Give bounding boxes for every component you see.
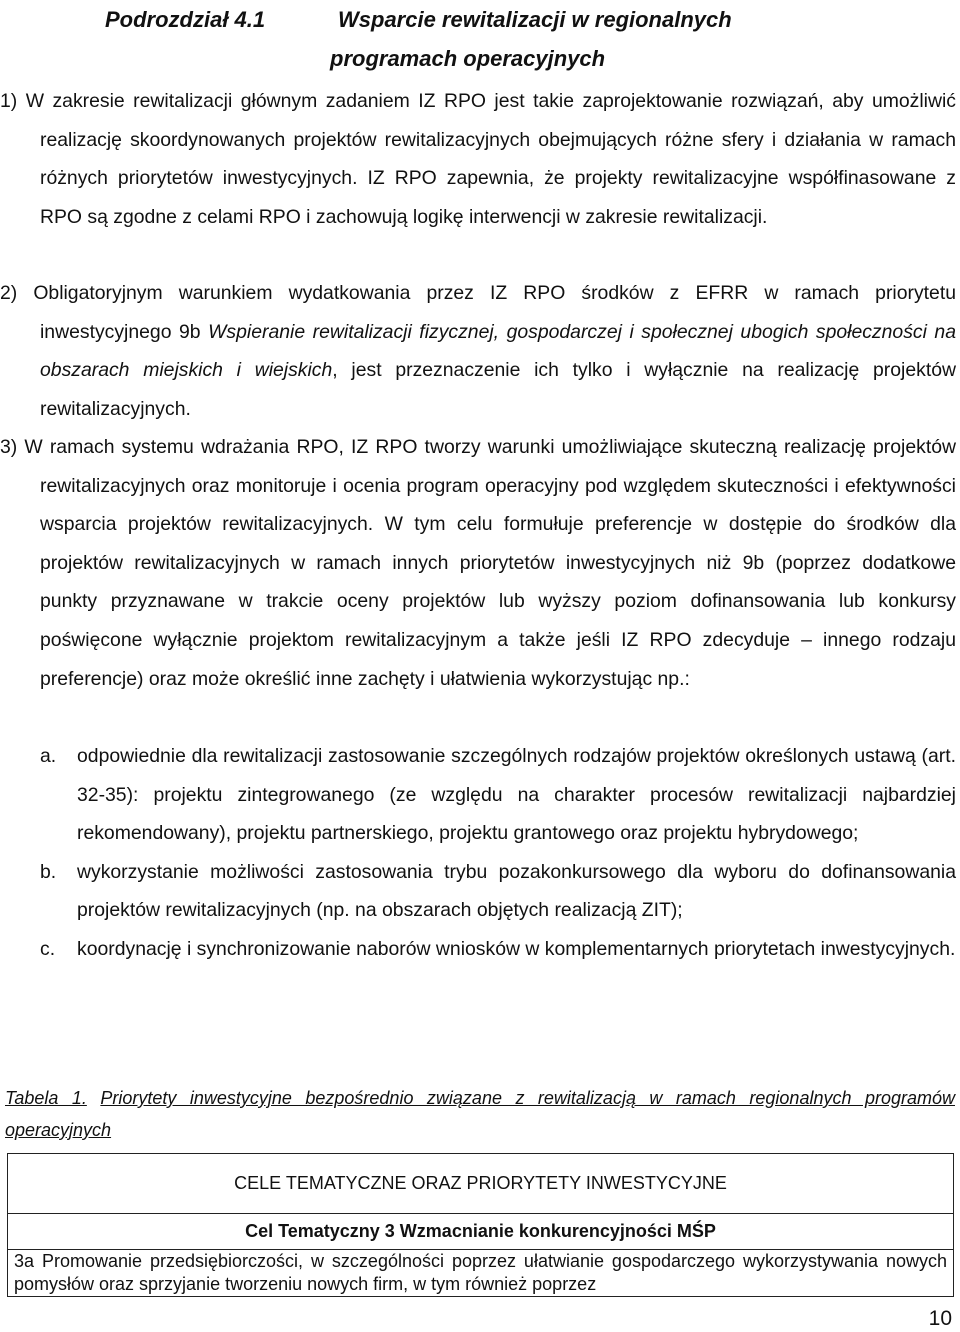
paragraph-1: 1) W zakresie rewitalizacji głównym zadaniem IZ RPO jest takie zaprojektowanie rozwiązań, aby umożliwić realizację skoordynowanych projektów rewitalizacyjnych obejmujących różne sfery i działania w ramach różnych priorytetów inwestycyjnych. IZ RPO zapewnia, że projekty rewitalizacyjne współfinasowane z RPO są zgodne z celami RPO i zachowują logikę interwencji w zakresie rewitalizacji. (0, 90, 956, 228)
table-caption (5, 1082, 955, 1146)
list-item-text: odpowiednie dla rewitalizacji zastosowanie szczególnych rodzajów projektów określonych ustawą (art. 32-35): projektu zintegrowanego (ze względu na charakter procesów rewitalizacji najbardziej rekomendowany), projektu partnerskiego, projektu grantowego oraz projektu hybrydowego; (77, 745, 956, 845)
table-row: 3a Promowanie przedsiębiorczości, w szczególności poprzez ułatwianie gospodarczego wykorzystywania nowych pomysłów oraz sprzyjanie tworzeniu nowych firm, w tym również poprzez (14, 1251, 947, 1294)
incentives-list (40, 737, 956, 969)
section-title-line-2: programach operacyjnych (330, 46, 606, 71)
section-title-line-1: Wsparcie rewitalizacji w regionalnych (338, 7, 732, 32)
list-marker: b. (40, 860, 57, 883)
table-goal-cell: Cel Tematyczny 3 Wzmacnianie konkurencyjności MŚP (8, 1214, 953, 1250)
priorities-table (7, 1153, 954, 1297)
list-marker: c. (40, 937, 56, 960)
table-caption-label: Tabela 1. (5, 1088, 87, 1108)
list-item-text: koordynację i synchronizowanie naborów wniosków w komplementarnych priorytetach inwestycyjnych. (77, 937, 956, 960)
list-marker: a. (40, 745, 57, 767)
priority-9b-title: Wspieranie rewitalizacji fizycznej, gospodarczej i społecznej ubogich społeczności na obszarach miejskich i wiejskich (40, 320, 956, 382)
paragraph-2-text-start: 2) Obligatoryjnym warunkiem wydatkowania przez IZ RPO środków z EFRR w ramach priorytetu inwestycyjnego 9b (0, 282, 956, 343)
page-number: 10 (928, 1307, 952, 1330)
list-item (40, 930, 956, 969)
paragraph-2-text-end: , jest przeznaczenie ich tylko i wyłącznie na realizację projektów rewitalizacyjnych. (40, 359, 956, 420)
table-caption-text: Priorytety inwestycyjne bezpośrednio związane z rewitalizacją w ramach regionalnych programów operacyjnych (5, 1088, 955, 1140)
list-item-text: wykorzystanie możliwości zastosowania trybu pozakonkursowego dla wyboru do dofinansowania projektów rewitalizacyjnych (np. na obszarach objętych realizacją ZIT); (77, 860, 956, 922)
paragraph-3: 3) W ramach systemu wdrażania RPO, IZ RPO tworzy warunki umożliwiające skuteczną realizację projektów rewitalizacyjnych oraz monitoruje i ocenia program operacyjny pod względem skuteczności i efektywności wsparcia projektów rewitalizacyjnych. W tym celu formułuje preferencje w dostępie do środków dla projektów rewitalizacyjnych w ramach innych priorytetów inwestycyjnych niż 9b (poprzez dodatkowe punkty przyznawane w trakcie oceny projektów lub wyższy poziom dofinansowania lub konkursy poświęcone wyłącznie projektom rewitalizacyjnym a także jeśli IZ RPO zdecyduje – innego rodzaju preferencje) oraz może określić inne zachęty i ułatwienia wykorzystując np.: (0, 436, 956, 690)
paragraph-2 (0, 274, 956, 428)
section-number: Podrozdział 4.1 (105, 7, 266, 32)
table-header-cell: CELE TEMATYCZNE ORAZ PRIORYTETY INWESTYCYJNE (8, 1154, 953, 1214)
list-item (40, 737, 956, 853)
list-item (40, 853, 956, 930)
